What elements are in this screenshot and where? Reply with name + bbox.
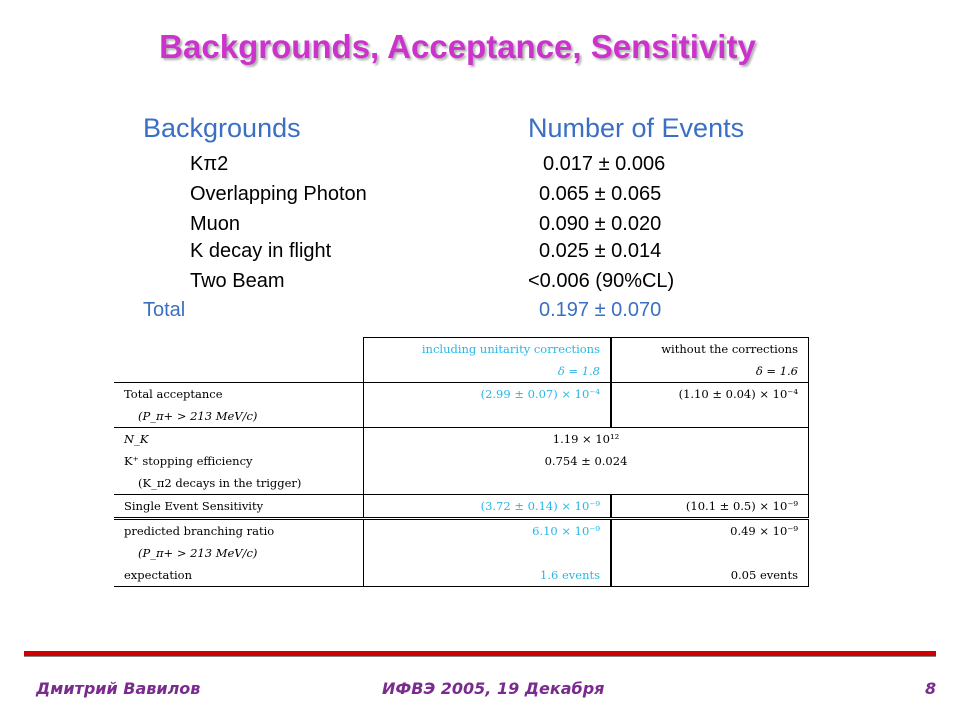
total-label: Total <box>143 299 186 321</box>
background-name-k-decay: K decay in flight <box>190 240 332 262</box>
slide-title: Backgrounds, Acceptance, Sensitivity <box>159 28 756 65</box>
nk-value: 1.19 × 10¹² <box>364 428 809 451</box>
col-without-corrections-header: without the corrections <box>611 338 809 361</box>
backgrounds-header: Backgrounds <box>143 113 301 143</box>
background-name-kpi2: Kπ2 <box>190 153 229 175</box>
pion-momentum-cut: (P_π+ > 213 MeV/c) <box>114 405 364 428</box>
background-name-muon: Muon <box>190 213 241 235</box>
stopping-efficiency-label: K⁺ stopping efficiency <box>124 454 253 468</box>
expectation-without: 0.05 events <box>611 564 809 587</box>
delta-with: δ = 1.8 <box>364 360 612 383</box>
stopping-efficiency-value: 0.754 ± 0.024 <box>364 450 809 472</box>
background-name-overlapping-photon: Overlapping Photon <box>190 183 367 205</box>
delta-without: δ = 1.6 <box>611 360 809 383</box>
acceptance-with: (2.99 ± 0.07) × 10⁻⁴ <box>364 383 612 406</box>
total-acceptance-label: Total acceptance <box>124 387 223 401</box>
footer-divider <box>24 651 936 657</box>
total-value: 0.197 ± 0.070 <box>539 299 662 321</box>
nk-label: N_K <box>124 432 149 446</box>
branching-ratio-without: 0.49 × 10⁻⁹ <box>611 519 809 543</box>
page-number: 8 <box>925 679 937 698</box>
expectation-label: expectation <box>114 564 364 587</box>
background-value-muon: 0.090 ± 0.020 <box>539 213 662 235</box>
footer-author: Дмитрий Вавилов <box>36 679 201 698</box>
branching-ratio-label: predicted branching ratio <box>114 519 364 543</box>
acceptance-without: (1.10 ± 0.04) × 10⁻⁴ <box>611 383 809 406</box>
background-value-overlapping-photon: 0.065 ± 0.065 <box>539 183 662 205</box>
ses-without: (10.1 ± 0.5) × 10⁻⁹ <box>611 495 809 519</box>
col-with-corrections-header: including unitarity corrections <box>364 338 612 361</box>
ses-label: Single Event Sensitivity <box>114 495 364 519</box>
background-value-two-beam: <0.006 (90%CL) <box>528 270 675 292</box>
background-value-k-decay: 0.025 ± 0.014 <box>539 240 662 262</box>
pion-momentum-cut-2: (P_π+ > 213 MeV/c) <box>138 546 258 560</box>
footer-event: ИФВЭ 2005, 19 Декабря <box>382 679 605 698</box>
background-value-kpi2: 0.017 ± 0.006 <box>543 153 666 175</box>
trigger-decays-label: (K_π2 decays in the trigger) <box>114 472 364 495</box>
events-header: Number of Events <box>528 113 745 143</box>
expectation-with: 1.6 events <box>364 564 612 587</box>
ses-with: (3.72 ± 0.14) × 10⁻⁹ <box>364 495 612 519</box>
background-name-two-beam: Two Beam <box>190 270 285 292</box>
branching-ratio-with: 6.10 × 10⁻⁹ <box>364 519 612 543</box>
acceptance-table <box>114 337 809 587</box>
